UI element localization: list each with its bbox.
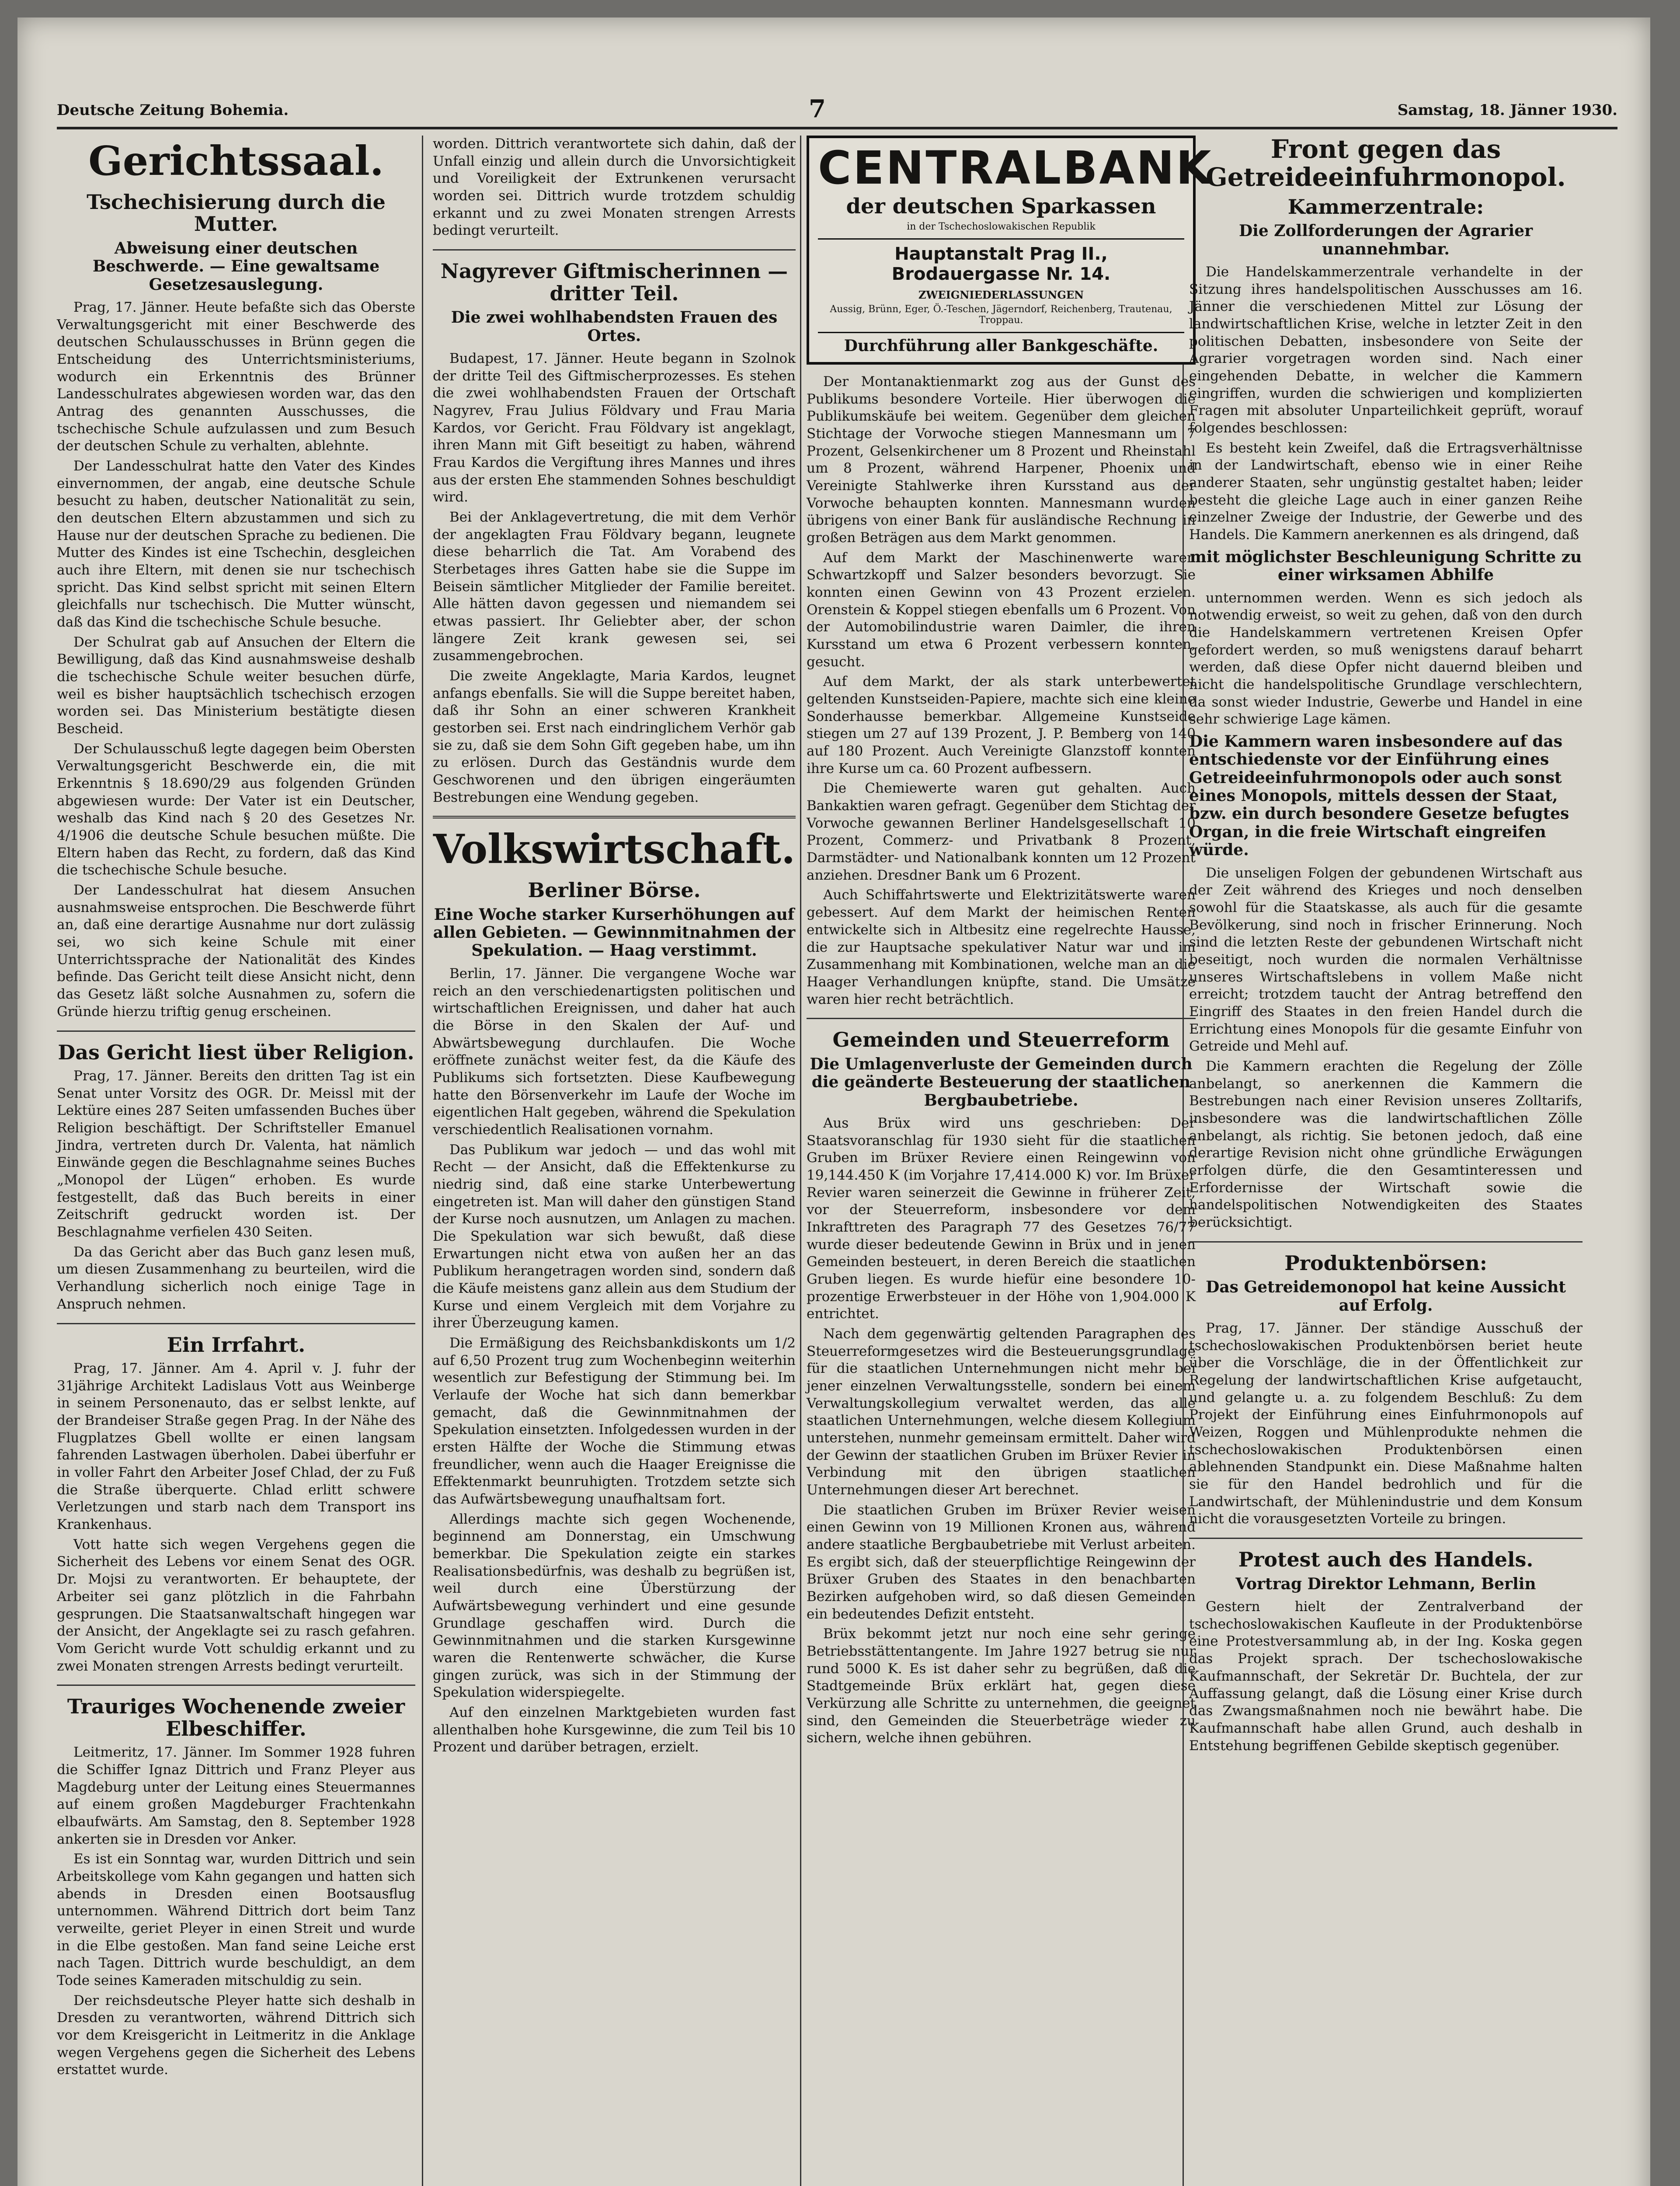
divider bbox=[57, 1030, 415, 1032]
article-headline: Ein Irrfahrt. bbox=[167, 1333, 306, 1357]
article-paragraph: Auf den einzelnen Marktgebieten wurden fast allenthalben hohe Kursgewinne, die zum Teil bis 10 Prozent und darüber betragen, erzielt. bbox=[433, 1705, 796, 1755]
article-paragraph: Vott hatte sich wegen Vergehens gegen die Sicherheit des Lebens vor einem Senat des OGR. Dr. Mojsi zu verantworten. Er behauptete, der Arbeiter sei ganz plötzlich in die Fahrbahn gesprungen. Die Staatsanwaltschaft hingegen war der Ansicht, der Angeklagte sei zu rasch gefahren. Vom Gericht wurde Vott schuldig erkannt und zu zwei Monaten strengen Arrests bedingt verurteilt. bbox=[57, 1536, 415, 1674]
issue-date: Samstag, 18. Jänner 1930. bbox=[1397, 101, 1617, 119]
article-paragraph: Gestern hielt der Zentralverband der tschechoslowakischen Kaufleute in der Produktenbörse eine Protestversammlung ab, in der Ing. Koska gegen das Projekt sprach. Der tschechoslowakische Kaufmannschaft, der Sekretär Dr. Buchtela, der zur Auffassung gelangt, daß die Lösung einer Krise durch das Zwangsmaßnahmen noch nie bewährt habe. Die Kaufmannschaft habe allen Grund, auch deshalb in Entstehung begriffenen Gebilde skeptisch gegenüber. bbox=[1189, 1599, 1583, 1754]
section-title-volkswirtschaft: Volkswirtschaft. bbox=[433, 825, 796, 873]
article-paragraph: worden. Dittrich verantwortete sich dahin, daß der Unfall einzig und allein durch die Unvorsichtigkeit und Voreiligkeit der Extrunkenen verursacht worden sei. Dittrich wurde trotzdem schuldig erkannt und zu zwei Monaten strengen Arrests bedingt verurteilt. bbox=[433, 136, 796, 239]
divider bbox=[433, 816, 796, 818]
divider bbox=[1189, 1241, 1583, 1243]
article-paragraph: Die zweite Angeklagte, Maria Kardos, leugnet anfangs ebenfalls. Sie will die Suppe bereitet haben, daß ihr Sohn an einer schweren Krankheit gestorben sei. Erst nach eindringlichem Verhör gab sie zu, daß sie dem Sohn Gift gegeben habe, um ihn zu erlösen. Durch das Geständnis wurde dem Geschworenen und den übrigen eingeräumten Bestrebungen eine Wendung gegeben. bbox=[433, 668, 796, 805]
article-subheadline: Abweisung einer deutschen Beschwerde. — Eine gewaltsame Gesetzesauslegung. bbox=[92, 239, 380, 294]
article-paragraph: Es besteht kein Zweifel, daß die Ertragsverhältnisse in der Landwirtschaft, ebenso wie in einer Reihe anderer Staaten, sehr ungünstig gestaltet haben; leider besteht die gleiche Lage auch in einer ganzen Reihe einzelner Zweige der Industrie, der Gewerbe und des Handels. Die Kammern anerkennen es als dringend, daß bbox=[1189, 440, 1583, 543]
page-header bbox=[57, 92, 1617, 129]
article-paragraph: Auf dem Markt, der als stark unterbewertet geltenden Kunstseiden-Papiere, machte sich eine kleine Sonderhausse bemerkbar. Allgemeine Kunstseide stiegen um 27 auf 139 Prozent, J. P. Bemberg von 140 auf 180 Prozent. Auch Vereinigte Glanzstoff konnten ihre Kurse um ca. 60 Prozent aufbessern. bbox=[807, 674, 1196, 776]
article-paragraph: Prag, 17. Jänner. Bereits den dritten Tag ist ein Senat unter Vorsitz des OGR. Dr. Meissl mit der Lektüre eines 287 Seiten umfassenden Buches über Religion beschäftigt. Der Schriftsteller Emanuel Jindra, vertreten durch Dr. Valenta, hat nämlich Einwände gegen die Beschlagnahme seines Buches „Monopol der Lügen“ erhoben. Es wurde festgestellt, daß das Buch bereits in einer Zeitschrift gedruckt worden ist. Der Beschlagnahme verfielen 430 Seiten. bbox=[57, 1068, 415, 1240]
column-2 bbox=[433, 136, 796, 1759]
article-subheadline: Die zwei wohlhabendsten Frauen des Ortes. bbox=[451, 308, 778, 345]
column-4 bbox=[1189, 136, 1583, 1757]
article-paragraph: Nach dem gegenwärtig geltenden Paragraphen des Steuerreformgesetzes wird die Besteuerungsgrundlage für die staatlichen Unternehmungen nicht mehr bei jener einzelnen Verwaltungsstelle, sondern bei einem Verwaltungskollegium verwaltet werden, das alle staatlichen Unternehmungen, welche diesem Kollegium unterstehen, nunmehr gemeinsam ermittelt. Daher wird der Gewinn der staatlichen Gruben im Brüxer Revier in Verbindung mit den übrigen staatlichen Unternehmungen dieser Art berechnet. bbox=[807, 1326, 1196, 1498]
column-1 bbox=[57, 136, 415, 2082]
ad-address: Hauptanstalt Prag II., Brodauergasse Nr. 14. bbox=[818, 238, 1184, 284]
article-headline: Protest auch des Handels. bbox=[1238, 1548, 1534, 1572]
article-paragraph: Die unseligen Folgen der gebundenen Wirtschaft aus der Zeit während des Krieges und noch denselben sowohl für die Staatskasse, als auch für die gesamte Bevölkerung, sind noch in frischer Erinnerung. Noch sind die letzten Reste der gebundenen Wirtschaft nicht beseitigt, noch wurden die normalen Verhältnisse unseres Wirtschaftslebens in vollem Maße nicht erreicht; trotzdem taucht der Antrag betreffend den Eingriff des Staates in den freien Handel durch die Errichtung eines Monopols für die gesamte Einfuhr von Getreide und Mehl auf. bbox=[1189, 865, 1583, 1055]
article-paragraph: Es ist ein Sonntag war, wurden Dittrich und sein Arbeitskollege vom Kahn gegangen und hatten sich abends in Dresden einen Bootsausflug unternommen. Während Dittrich dort beim Tanz verweilte, geriet Pleyer in einen Streit und wurde in die Elbe gestoßen. Man fand seine Leiche erst nach Tagen. Dittrich wurde beschuldigt, an dem Tode seines Kameraden mitschuldig zu sein. bbox=[57, 1851, 415, 1989]
column-rule bbox=[422, 136, 423, 2186]
article-paragraph: Die Handelskammerzentrale verhandelte in der Sitzung ihres handelspolitischen Ausschusses am 16. Jänner die verschiedenen Mittel zur Lösung der landwirtschaftlichen Krise, welche in letzter Zeit in den politischen Debatten, insbesondere von Seite der Agrarier vorgetragen worden sind. Nach einer eingehenden Debatte, in welcher die Kammern eingriffen, wurden die schwierigen und komplizierten Fragen mit absoluter Unparteilichkeit geprüft, worauf folgendes beschlossen: bbox=[1189, 264, 1583, 436]
article-headline: Trauriges Wochenende zweier Elbeschiffer. bbox=[67, 1695, 405, 1740]
article-headline: Tschechisierung durch die Mutter. bbox=[87, 190, 386, 236]
section-title-gerichtssaal: Gerichtssaal. bbox=[88, 137, 384, 184]
article-paragraph: Prag, 17. Jänner. Heute befaßte sich das Oberste Verwaltungsgericht mit einer Beschwerde des deutschen Schulausschusses in Brünn gegen die Entscheidung des Unterrichtsministeriums, wodurch ein Erkenntnis des Brünner Landesschulrates abgewiesen worden war, das den Antrag des genannten Ausschusses, die tschechische Schule aufzulassen und zum Besuch der deutschen Schule zu verhalten, ablehnte. bbox=[57, 299, 415, 454]
newspaper-name: Deutsche Zeitung Bohemia. bbox=[57, 101, 289, 119]
article-paragraph: Das Publikum war jedoch — und das wohl mit Recht — der Ansicht, daß die Effektenkurse zu niedrig sind, daß eine starke Unterbewertung eingetreten ist. Man will daher den günstigen Stand der Kurse noch ausnutzen, um Anlagen zu machen. Die Spekulation war sich bewußt, daß diese Erwartungen nicht etwa von außen her an das Publikum herangetragen worden sind, sondern daß die Käufe meistens ganz allein aus dem Studium der Kurse und einem Vergleich mit dem Vorjahre zu ihrer Überzeugung kamen. bbox=[433, 1142, 796, 1331]
centralbank-advertisement bbox=[807, 136, 1213, 365]
divider bbox=[807, 1018, 1196, 1019]
article-headline: Gemeinden und Steuerreform bbox=[832, 1028, 1170, 1052]
article-subheadline: Die Zollforderungen der Agrarier unannehmbar. bbox=[1238, 222, 1533, 258]
article-paragraph: Brüx bekommt jetzt nur noch eine sehr geringe Betriebsstättentangente. Im Jahre 1927 betrug sie nur rund 5000 K. Es ist daher sehr zu begrüßen, daß die Stadtgemeinde Brüx erklärt hat, gegen diese Verkürzung alle Schritte zu unternehmen, die geeignet sind, den Gemeinden die Steuerbeträge wieder zu sichern, welche ihnen gebühren. bbox=[807, 1626, 1196, 1746]
article-subheadline: Das Getreidemonopol hat keine Aussicht auf Erfolg. bbox=[1206, 1278, 1566, 1315]
article-paragraph: Der Schulausschuß legte dagegen beim Obersten Verwaltungsgericht Beschwerde ein, die mit Erkenntnis § 18.690/29 aus folgenden Gründen abgewiesen wurde: Der Vater ist ein Deutscher, weshalb das Kind nach § 20 des Gesetzes Nr. 4/1906 die deutsche Schule besuchen müßte. Die Eltern haben das Recht, zu fordern, daß das Kind die tschechische Schule besuche. bbox=[57, 741, 415, 878]
article-paragraph: Die staatlichen Gruben im Brüxer Revier weisen einen Gewinn von 19 Millionen Kronen aus, während andere staatliche Bergbaubetriebe mit Verlust arbeiten. Es ergibt sich, daß der steuerpflichtige Reingewinn der Brüxer Gruben des Staates in den benachbarten Bezirken aufgehoben wird, so daß diesen Gemeinden ein bedeutendes Defizit entsteht. bbox=[807, 1502, 1196, 1622]
article-paragraph: unternommen werden. Wenn es sich jedoch als notwendig erweist, so weit zu gehen, daß von den durch die Handelskammern vertretenen Kreisen Opfer gefordert werden, so muß wenigstens darauf beharrt werden, daß diese Opfer nicht dauernd bleiben und nicht die handelspolitische Grundlage verschlechtern, da sonst wieder Industrie, Gewerbe und Handel in eine sehr schwierige Lage kämen. bbox=[1189, 590, 1583, 728]
article-paragraph: Aus Brüx wird uns geschrieben: Der Staatsvoranschlag für 1930 sieht für die staatlichen Gruben im Brüxer Reviere einen Reingewinn von 19,144.450 K (im Vorjahre 17,414.000 K) vor. Im Brüxer Revier waren seinerzeit die Gewinne in früherer Zeit, vor der Steuerreform, insbesondere vor dem Inkrafttreten des Paragraph 77 des Gesetzes 76/77 wurde dieser bedeutende Gewinn in Brüx und in jenen Gemeinden besteuert, in deren Bereich die staatlichen Gruben liegen. Es wurde hiefür eine besondere 10-prozentige Erwerbsteuer in der Höhe von 1,904.000 K entrichtet. bbox=[807, 1115, 1196, 1322]
page-number: 7 bbox=[809, 94, 826, 123]
article-subheadline: Eine Woche starker Kurserhöhungen auf allen Gebieten. — Gewinnmitnahmen der Spekulation. — Haag verstimmt. bbox=[433, 905, 796, 960]
article-main-headline: Front gegen das Getreideeinfuhrmonopol. bbox=[1206, 134, 1566, 192]
divider bbox=[1189, 1538, 1583, 1539]
article-paragraph: Da das Gericht aber das Buch ganz lesen muß, um diesen Zusammenhang zu beurteilen, wird die Verhandlung sicherlich noch einige Tage in Anspruch nehmen. bbox=[57, 1244, 415, 1312]
article-paragraph: Leitmeritz, 17. Jänner. Im Sommer 1928 fuhren die Schiffer Ignaz Dittrich und Franz Pleyer aus Magdeburg unter der Leitung eines Steuermannes auf einem großen Magdeburger Frachtenkahn elbaufwärts. Am Samstag, den 8. September 1928 ankerten sie in Dresden vor Anker. bbox=[57, 1744, 415, 1847]
article-subheadline: Vortrag Direktor Lehmann, Berlin bbox=[1235, 1574, 1536, 1593]
ad-country: in der Tschechoslowakischen Republik bbox=[907, 221, 1096, 232]
article-headline: Produktenbörsen: bbox=[1284, 1251, 1487, 1275]
article-paragraph: Der Landesschulrat hatte den Vater des Kindes einvernommen, der angab, eine deutsche Schule besucht zu haben, deutscher Nationalität zu sein, den deutschen Eltern abzustammen und sich zu Hause nur der deutschen Sprache zu bedienen. Die Mutter des Kindes ist eine Tschechin, desgleichen auch ihre Eltern, mit denen sie nur tschechisch spricht. Das Kind selbst spricht mit seinen Eltern gleichfalls nur tschechisch. Die Mutter wünscht, daß das Kind die tschechische Schule besuche. bbox=[57, 458, 415, 630]
column-3 bbox=[807, 136, 1213, 1750]
article-paragraph: Bei der Anklagevertretung, die mit dem Verhör der angeklagten Frau Földvary begann, leugnete diese beharrlich die Tat. Am Vorabend des Sterbetages ihres Gatten habe sie die Suppe im Beisein sämtlicher Mitglieder der Familie bereitet. Alle hätten davon gegessen und niemandem sei etwas passiert. Ihr Geliebter aber, der schon längere Zeit krank gewesen sei, sei zusammengebrochen. bbox=[433, 509, 796, 664]
article-paragraph: Allerdings machte sich gegen Wochenende, beginnend am Donnerstag, ein Umschwung bemerkbar. Die Spekulation zeigte ein starkes Realisationsbedürfnis, was deshalb zu begrüßen ist, weil durch eine Überstürzung der Aufwärtsbewegung verhindert und eine gesunde Grundlage geschaffen wird. Durch die Gewinnmitnahmen und die starken Kursgewinne waren die Rentenwerte schwächer, die Kurse gingen zurück, was sich in der Stimmung der Spekulation widerspiegelte. bbox=[433, 1511, 796, 1701]
ad-bank-subtitle: der deutschen Sparkassen bbox=[846, 194, 1156, 219]
divider bbox=[57, 1685, 415, 1686]
article-headline: Kammerzentrale: bbox=[1287, 195, 1484, 219]
article-paragraph: Der Montanaktienmarkt zog aus der Gunst des Publikums besondere Vorteile. Hier überwogen die Publikumskäufe bei weitem. Gegenüber dem gleichen Stichtage der Vorwoche stiegen Mannesmann um 7 Prozent, Gelsenkirchener um 8 Prozent und Rheinstahl um 8 Prozent, während Harpener, Phoenix und Vereinigte Stahlwerke ihren Kursstand aus der Vorwoche behaupten konnten. Mannesmann wurden übrigens von einer Bank für ausländische Rechnung in großen Beträgen aus dem Markt genommen. bbox=[807, 374, 1196, 546]
emphasized-text: mit möglichster Beschleunigung Schritte zu einer wirksamen Abhilfe bbox=[1190, 547, 1582, 585]
article-paragraph: Budapest, 17. Jänner. Heute begann in Szolnok der dritte Teil des Giftmischerprozesses. Es stehen die zwei wohlhabendsten Frauen der Ortschaft Nagyrev, Frau Julius Földvary und Frau Maria Kardos, vor Gericht. Frau Földvary ist angeklagt, ihren Mann mit Gift beseitigt zu haben, während Frau Kardos die Vergiftung ihres Mannes und ihres aus der ersten Ehe stammenden Sohnes beschuldigt wird. bbox=[433, 351, 796, 505]
divider bbox=[433, 249, 796, 251]
article-headline: Das Gericht liest über Religion. bbox=[58, 1040, 414, 1064]
ad-slogan: Durchführung aller Bankgeschäfte. bbox=[818, 332, 1184, 355]
article-paragraph: Prag, 17. Jänner. Am 4. April v. J. fuhr der 31jährige Architekt Ladislaus Vott aus Weinberge in seinem Personenauto, das er selbst lenkte, auf der Brandeiser Straße gegen Prag. In der Nähe des Flugplatzes Gbell wollte er einen langsam fahrenden Lastwagen überholen. Dabei überfuhr er in voller Fahrt den Arbeiter Josef Chlad, der zu Fuß die Straße überquerte. Chlad erlitt schwere Verletzungen und starb nach dem Transport ins Krankenhaus. bbox=[57, 1361, 415, 1533]
article-paragraph: Der Landesschulrat hat diesem Ansuchen ausnahmsweise entsprochen. Die Beschwerde führt an, daß eine derartige Ausnahme nur dort zulässig sei, wo sich keine Schule mit einer Unterrichtssprache der Nationalität des Kindes befinde. Das Gericht teilt diese Ansicht nicht, denn das Gesetz läßt solche Ausnahmen zu, sofern die Gründe hierzu triftig genug erscheinen. bbox=[57, 882, 415, 1020]
column-rule bbox=[800, 136, 801, 2186]
article-paragraph: Auf dem Markt der Maschinenwerte waren Schwartzkopff und Salzer besonders bevorzugt. Sie konnten einen Gewinn von 43 Prozent erzielen. Orenstein & Koppel stiegen ebenfalls um 6 Prozent. Von der Automobilindustrie waren Daimler, die ihren Kursstand um etwa 6 Prozent verbessern konnten, gesucht. bbox=[807, 550, 1196, 670]
divider bbox=[57, 1323, 415, 1324]
article-paragraph: Der Schulrat gab auf Ansuchen der Eltern die Bewilligung, daß das Kind ausnahmsweise deshalb die tschechische Schule weiter besuchen dürfe, weil es bisher hauptsächlich tschechisch erzogen worden sei. Das Ministerium bestätigte diesen Bescheid. bbox=[57, 634, 415, 737]
article-headline: Nagyrever Giftmischerinnen — dritter Teil. bbox=[440, 259, 788, 305]
article-paragraph: Auch Schiffahrtswerte und Elektrizitätswerte waren gebessert. Auf dem Markt der heimischen Renten entwickelte sich in Altbesitz eine regelrechte Hausse, die zur Hauptsache spekulativer Natur war und im Zusammenhang mit Kombinationen, welche man an die Haager Verhandlungen knüpfte, stand. Die Umsätze waren hier recht beträchtlich. bbox=[807, 887, 1196, 1007]
ad-bank-name: CENTRALBANK bbox=[818, 141, 1213, 195]
article-paragraph: Die Ermäßigung des Reichsbankdiskonts um 1/2 auf 6,50 Prozent trug zum Wochenbeginn weiterhin wesentlich zur Befestigung der Stimmung bei. Im Verlaufe der Woche hat sich dann bemerkbar gemacht, daß die Gewinnmitnahmen der Spekulation einsetzten. Infolgedessen wurden in der ersten Hälfte der Woche die Stimmung etwas freundlicher, wenn auch die Haager Ereignisse die Effektenmarkt beunruhigten. Trotzdem setzte sich das Aufwärtsbewegung unaufhaltsam fort. bbox=[433, 1335, 796, 1507]
article-headline: Berliner Börse. bbox=[528, 878, 701, 902]
article-paragraph: Prag, 17. Jänner. Der ständige Ausschuß der tschechoslowakischen Produktenbörsen beriet heute über die Vorschläge, die in der Öffentlichkeit zur Regelung der landwirtschaftlichen Krise aufgetaucht, und gelangte u. a. zu folgendem Beschluß: Zu dem Projekt der Einführung eines Einfuhrmonopols auf Weizen, Roggen und Mühlenprodukte nehmen die tschechoslowakischen Produktenbörsen einen ablehnenden Standpunkt ein. Diese Maßnahme halten sie für den Handel bedrohlich und für die Landwirtschaft, der Mühlenindustrie und dem Konsum nicht die vorausgesetzten Vorteile zu bringen. bbox=[1189, 1320, 1583, 1527]
ad-branches-head: ZWEIGNIEDERLASSUNGEN bbox=[918, 289, 1084, 301]
article-paragraph: Der reichsdeutsche Pleyer hatte sich deshalb in Dresden zu verantworten, während Dittrich sich vor dem Kreisgericht in Leitmeritz in die Anklage wegen Vergehens gegen die Sicherheit des Lebens erstattet wurde. bbox=[57, 1992, 415, 2078]
ad-branches: Aussig, Brünn, Eger, Ö.-Teschen, Jägerndorf, Reichenberg, Trautenau, Troppau. bbox=[830, 304, 1172, 326]
article-subheadline: Die Umlagenverluste der Gemeinden durch die geänderte Besteuerung der staatlichen Bergbaubetriebe. bbox=[810, 1055, 1193, 1110]
emphasized-text: Die Kammern waren insbesondere auf das entschiedenste vor der Einführung eines Getreideeinfuhrmonopols oder auch sonst eines Monopols, mittels dessen der Staat, bzw. ein durch besondere Gesetze befugtes Organ, in die freie Wirtschaft eingreifen würde. bbox=[1189, 732, 1569, 860]
article-paragraph: Die Chemiewerte waren gut gehalten. Auch Bankaktien waren gefragt. Gegenüber dem Stichtag der Vorwoche gewannen Berliner Handelsgesellschaft 10 Prozent, Commerz- und Privatbank 8 Prozent, Darmstädter- und Nationalbank konnten um 12 Prozent anziehen. Dresdner Bank um 6 Prozent. bbox=[807, 780, 1196, 883]
article-paragraph: Berlin, 17. Jänner. Die vergangene Woche war reich an den verschiedenartigsten politischen und wirtschaftlichen Ereignissen, und daher hat auch die Börse in den Skalen der Auf- und Abwärtsbewegung durchlaufen. Die Woche eröffnete zunächst weiter fest, da die Käufe des Publikums sich fortsetzten. Diese Kaufbewegung hatte den Börsenverkehr im Laufe der Woche im eigentlichen Halt gegeben, während die Spekulation verschiedentlich Realisationen vornahm. bbox=[433, 965, 796, 1138]
newspaper-page bbox=[17, 17, 1650, 2186]
article-paragraph: Die Kammern erachten die Regelung der Zölle anbelangt, so anerkennen die Kammern die Bestrebungen nach einer Revision unseres Zolltarifs, insbesondere was die landwirtschaftlichen Zölle anbelangt, als richtig. Sie betonen jedoch, daß eine derartige Revision nicht ohne gründliche Erwägungen erfolgen dürfe, die den Gesamtinteressen und Erfordernisse der Wirtschaft sowie die handelspolitischen Notwendigkeiten des Staates berücksichtigt. bbox=[1189, 1058, 1583, 1231]
